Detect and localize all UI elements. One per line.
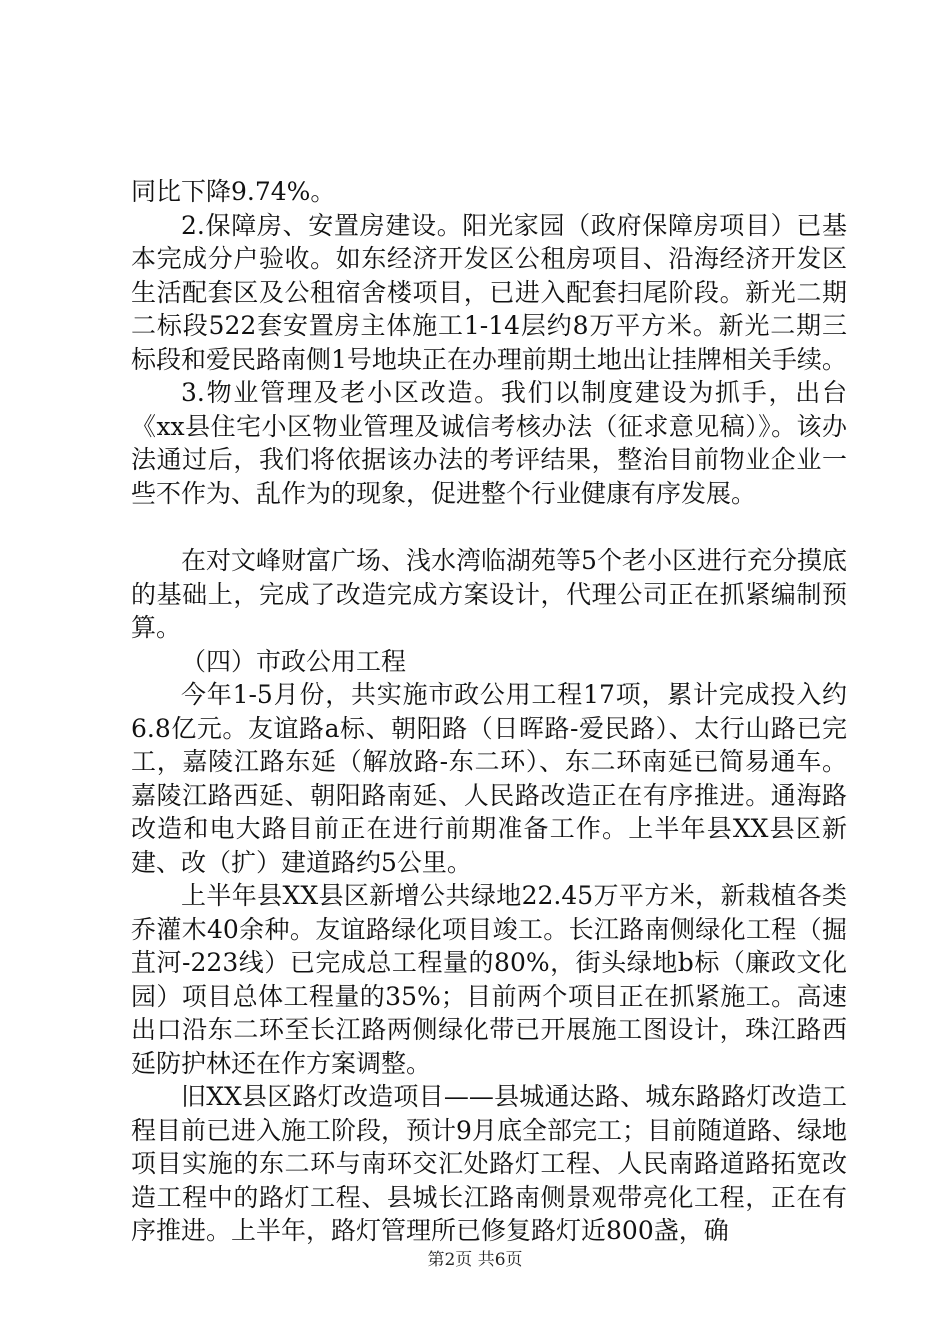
paragraph-property-management: 3.物业管理及老小区改造。我们以制度建设为抓手，出台《xx县住宅小区物业管理及诚信考核办法（征求意见稿）》。该办法通过后，我们将依据该办法的考评结果，整治目前物业企业一些不作为、乱作为的现象，促进整个行业健康有序发展。 <box>131 378 847 508</box>
paragraph-housing-construction: 2.保障房、安置房建设。阳光家园（政府保障房项目）已基本完成分户验收。如东经济开发区公租房项目、沿海经济开发区生活配套区及公租宿舍楼项目，已进入配套扫尾阶段。新光二期二标段522套安置房主体施工1-14层约8万平方米。新光二期三标段和爱民路南侧1号地块正在办理前期土地出让挂牌相关手续。 <box>131 210 847 374</box>
paragraph-gap <box>131 510 847 544</box>
section-heading-municipal-works: （四）市政公用工程 <box>181 646 407 676</box>
page-number-footer: 第2页 共6页 <box>427 1250 523 1270</box>
document-body <box>131 175 847 1248</box>
paragraph-green-space: 上半年县XX县区新增公共绿地22.45万平方米，新栽植各类乔灌木40余种。友谊路绿化项目竣工。长江路南侧绿化工程（掘苴河-223线）已完成总工程量的80%，街头绿地b标（廉政文化园）项目总体工程量的35%；目前两个项目正在抓紧施工。高速出口沿东二环至长江路两侧绿化带已开展施工图设计，珠江路西延防护林还在作方案调整。 <box>131 881 847 1078</box>
paragraph-street-lighting: 旧XX县区路灯改造项目——县城通达路、城东路路灯改造工程目前已进入施工阶段，预计9月底全部完工；目前随道路、绿地项目实施的东二环与南环交汇处路灯工程、人民南路道路拓宽改造工程中的路灯工程、县城长江路南侧景观带亮化工程，正在有序推进。上半年，路灯管理所已修复路灯近800盏，确 <box>131 1082 847 1245</box>
paragraph-municipal-projects: 今年1-5月份，共实施市政公用工程17项，累计完成投入约6.8亿元。友谊路a标、朝阳路（日晖路-爱民路）、太行山路已完工，嘉陵江路东延（解放路-东二环）、东二环南延已简易通车。嘉陵江路西延、朝阳路南延、人民路改造正在有序推进。通海路改造和电大路目前正在进行前期准备工作。上半年县XX县区新建、改（扩）建道路约5公里。 <box>131 680 847 877</box>
paragraph-continuation: 同比下降9.74%。 <box>131 177 336 206</box>
paragraph-old-community-renovation: 在对文峰财富广场、浅水湾临湖苑等5个老小区进行充分摸底的基础上，完成了改造完成方案设计，代理公司正在抓紧编制预算。 <box>131 546 847 642</box>
